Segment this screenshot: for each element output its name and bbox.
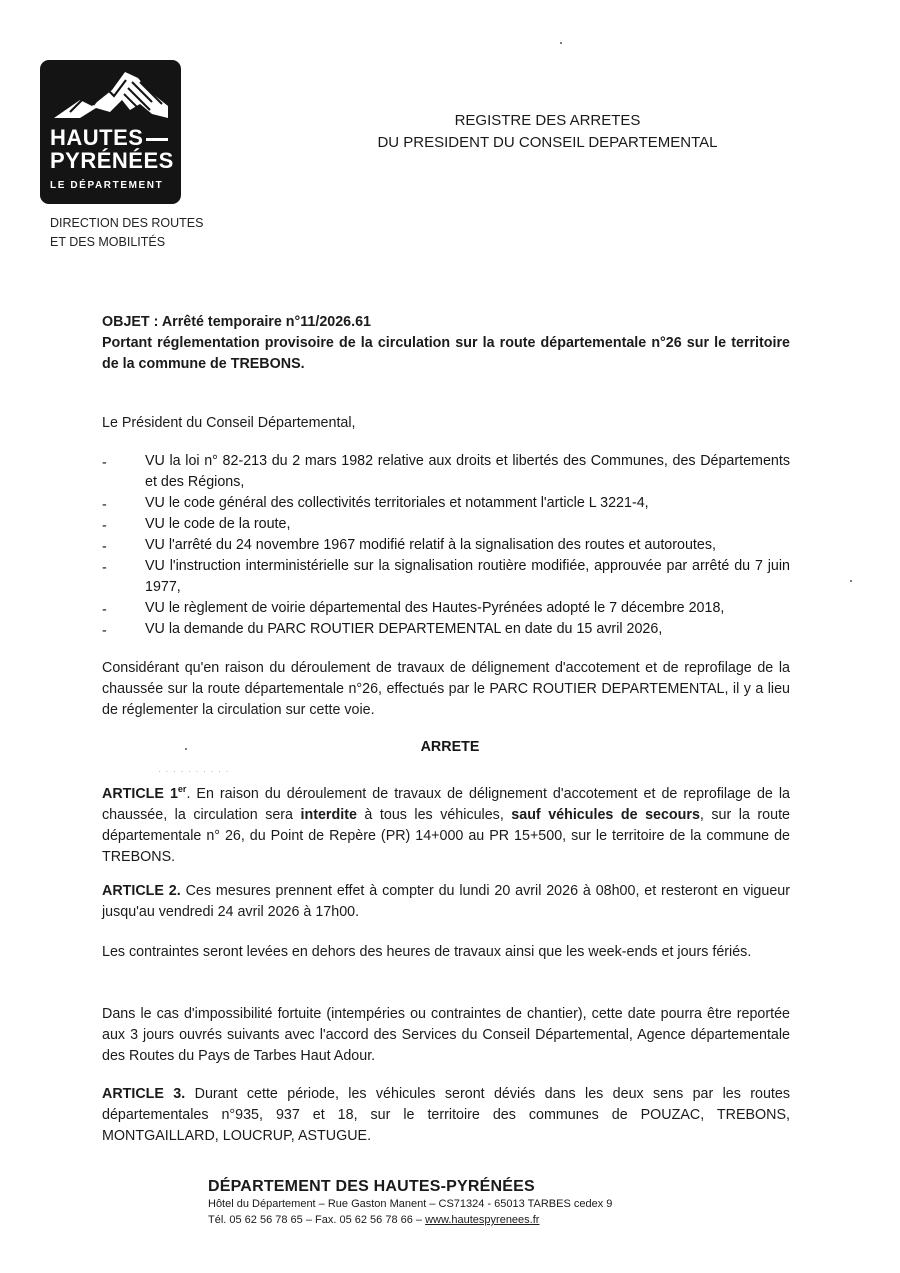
contraintes-paragraph: Les contraintes seront levées en dehors des heures de travaux ainsi que les week-ends et jours fériés.	[102, 944, 752, 960]
considerant-paragraph: Considérant qu'en raison du déroulement de travaux de délignement d'accotement et de reprofilage de la chaussée sur la route départementale n°26, effectués par le PARC ROUTIER DEPARTEMENTAL, il y a lieu de réglementer la circulation sur cette voie.	[102, 660, 790, 718]
article-1-text-c: , sur la route départementale n° 26, du Point de Repère (PR) 14+000 au PR 15+500, sur le territoire de la commune de TREBONS.	[102, 806, 790, 865]
footer-website-link[interactable]: www.hautespyrenees.fr	[425, 1214, 540, 1226]
visa-item: - VU la loi n° 82-213 du 2 mars 1982 relative aux droits et libertés des Communes, des Départements et des Régions,	[102, 451, 790, 493]
logo-text-line3: LE DÉPARTEMENT	[50, 180, 164, 191]
article-1-bold-2: sauf véhicules de secours	[511, 806, 700, 823]
article-2-text: Ces mesures prennent effet à compter du lundi 20 avril 2026 à 08h00, et resteront en vigueur jusqu'au vendredi 24 avril 2026 à 17h00.	[102, 883, 790, 920]
logo-text-line1: HAUTES	[50, 125, 168, 151]
hautes-pyrenees-logo	[40, 60, 181, 204]
visa-item: - VU le code de la route,	[102, 514, 790, 535]
registre-line1: REGISTRE DES ARRETES	[454, 112, 641, 129]
direction-label	[50, 214, 204, 252]
article-2	[102, 881, 790, 923]
footer	[208, 1178, 612, 1228]
footer-contact: Tél. 05 62 56 78 65 – Fax. 05 62 56 78 66 – www.hautespyrenees.fr	[208, 1214, 540, 1226]
logo-text-line2: PYRÉNÉES	[50, 148, 174, 173]
scan-dot	[560, 42, 562, 44]
direction-line2: ET DES MOBILITÉS	[50, 235, 166, 249]
direction-line1: DIRECTION DES ROUTES	[50, 216, 204, 230]
arrete-heading: ARRETE	[420, 739, 480, 755]
article-1-text-a: . En raison du déroulement de travaux de délignement d'accotement et de reprofilage de la chaussée, la circulation sera	[102, 785, 791, 823]
impossibilite-paragraph: Dans le cas d'impossibilité fortuite (intempéries ou contraintes de chantier), cette date pourra être reportée aux 3 jours ouvrés suivants avec l'accord des Services du Conseil Départemental, Agence départementale des Routes du Pays de Tarbes Haut Adour.	[102, 1006, 790, 1064]
visa-item: - VU le règlement de voirie départemental des Hautes-Pyrénées adopté le 7 décembre 2018,	[102, 598, 790, 619]
objet-subject: Portant réglementation provisoire de la circulation sur la route départementale n°26 sur le territoire de la commune de TREBONS.	[102, 335, 790, 372]
scan-artifact: · · · · · · · · · ·	[158, 766, 230, 776]
registre-header	[375, 110, 720, 154]
article-3	[102, 1084, 790, 1147]
article-2-label: ARTICLE 2.	[102, 883, 181, 899]
visa-item: - VU la demande du PARC ROUTIER DEPARTEMENTAL en date du 15 avril 2026,	[102, 619, 790, 640]
visa-item: - VU le code général des collectivités territoriales et notamment l'article L 3221-4,	[102, 493, 790, 514]
article-1-label: ARTICLE 1er	[102, 784, 187, 802]
objet-section	[102, 312, 790, 375]
visa-item: - VU l'arrêté du 24 novembre 1967 modifié relatif à la signalisation des routes et autoroutes,	[102, 535, 790, 556]
president-intro: Le Président du Conseil Départemental,	[102, 415, 356, 431]
article-1	[102, 779, 790, 868]
scan-dot	[185, 748, 187, 750]
objet-title: OBJET : Arrêté temporaire n°11/2026.61	[102, 314, 372, 330]
article-1-bold-1: interdite	[300, 806, 357, 823]
visas-list	[102, 451, 790, 640]
visa-item: - VU l'instruction interministérielle sur la signalisation routière modifiée, approuvée par arrêté du 7 juin 1977,	[102, 556, 790, 598]
article-3-text: Durant cette période, les véhicules seront déviés dans les deux sens par les routes départementales n°935, 937 et 18, sur le territoire des communes de POUZAC, TREBONS, MONTGAILLARD, LOUCRUP, ASTUGUE.	[102, 1086, 790, 1144]
article-1-text-b: à tous les véhicules,	[356, 806, 512, 823]
scan-dot	[850, 580, 852, 582]
footer-address: Hôtel du Département – Rue Gaston Manent – CS71324 - 65013 TARBES cedex 9	[208, 1198, 613, 1210]
registre-line2: DU PRESIDENT DU CONSEIL DEPARTEMENTAL	[377, 134, 718, 151]
footer-title: DÉPARTEMENT DES HAUTES-PYRÉNÉES	[208, 1178, 535, 1195]
article-3-label: ARTICLE 3.	[102, 1086, 186, 1102]
